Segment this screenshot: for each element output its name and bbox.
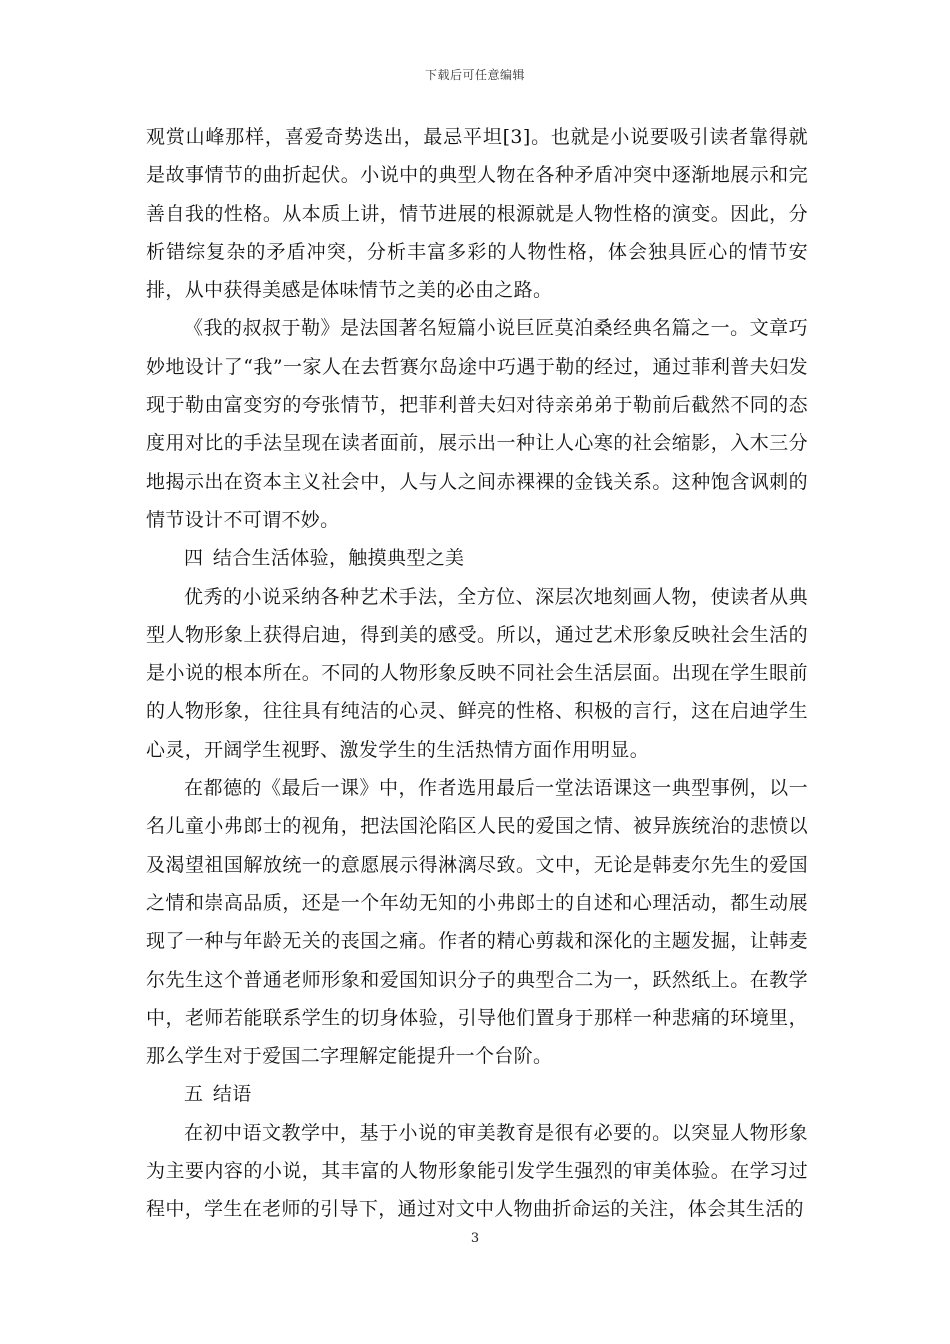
section-number: 五 [184,1083,204,1106]
paragraph-conclusion: 在初中语文教学中，基于小说的审美教育是很有必要的。以突显人物形象为主要内容的小说，其丰富的人物形象能引发学生强烈的审美体验。在学习过程中，学生在老师的引导下，通过对文中人物曲折命运的关注，体会其生活的 [146,1121,808,1221]
paragraph-uncle-jules: 《我的叔叔于勒》是法国著名短篇小说巨匠莫泊桑经典名篇之一。文章巧妙地设计了“我”一家人在去哲赛尔岛途中巧遇于勒的经过，通过菲利普夫妇发现于勒由富变穷的夸张情节，把菲利普夫妇对待亲弟弟于勒前后截然不同的态度用对比的手法呈现在读者面前，展示出一种让人心寒的社会缩影，入木三分地揭示出在资本主义社会中，人与人之间赤裸裸的金钱关系。这种饱含讽刺的情节设计不可谓不妙。 [146,317,808,531]
paragraph-typical-beauty: 优秀的小说采纳各种艺术手法，全方位、深层次地刻画人物，使读者从典型人物形象上获得启迪，得到美的感受。所以，通过艺术形象反映社会生活的是小说的根本所在。不同的人物形象反映不同社会生活层面。出现在学生眼前的人物形象，往往具有纯洁的心灵、鲜亮的性格、积极的言行，这在启迪学生心灵，开阔学生视野、激发学生的生活热情方面作用明显。 [146,585,808,761]
section-title: 结语 [212,1083,252,1106]
page-number: 3 [470,1231,480,1246]
page-header [0,66,950,83]
section-heading-five [146,1075,808,1113]
document-body [146,118,808,1229]
section-title: 结合生活体验，触摸典型之美 [212,547,465,570]
header-text: 下载后可任意编辑 [424,68,525,82]
page-footer [0,1231,950,1246]
paragraph-continuation: 观赏山峰那样，喜爱奇势迭出，最忌平坦[3]。也就是小说要吸引读者靠得就是故事情节的曲折起伏。小说中的典型人物在各种矛盾冲突中逐渐地展示和完善自我的性格。从本质上讲，情节进展的根源就是人物性格的演变。因此，分析错综复杂的矛盾冲突，分析丰富多彩的人物性格，体会独具匠心的情节安排，从中获得美感是体味情节之美的必由之路。 [146,126,808,302]
section-heading-four [146,539,808,577]
section-number: 四 [184,547,204,570]
paragraph-last-lesson: 在都德的《最后一课》中，作者选用最后一堂法语课这一典型事例，以一名儿童小弗郎士的视角，把法国沦陷区人民的爱国之情、被异族统治的悲愤以及渴望祖国解放统一的意愿展示得淋漓尽致。文中，无论是韩麦尔先生的爱国之情和崇高品质，还是一个年幼无知的小弗郎士的自述和心理活动，都生动展现了一种与年龄无关的丧国之痛。作者的精心剪裁和深化的主题发掘，让韩麦尔先生这个普通老师形象和爱国知识分子的典型合二为一，跃然纸上。在教学中，老师若能联系学生的切身体验，引导他们置身于那样一种悲痛的环境里，那么学生对于爱国二字理解定能提升一个台阶。 [146,777,808,1068]
